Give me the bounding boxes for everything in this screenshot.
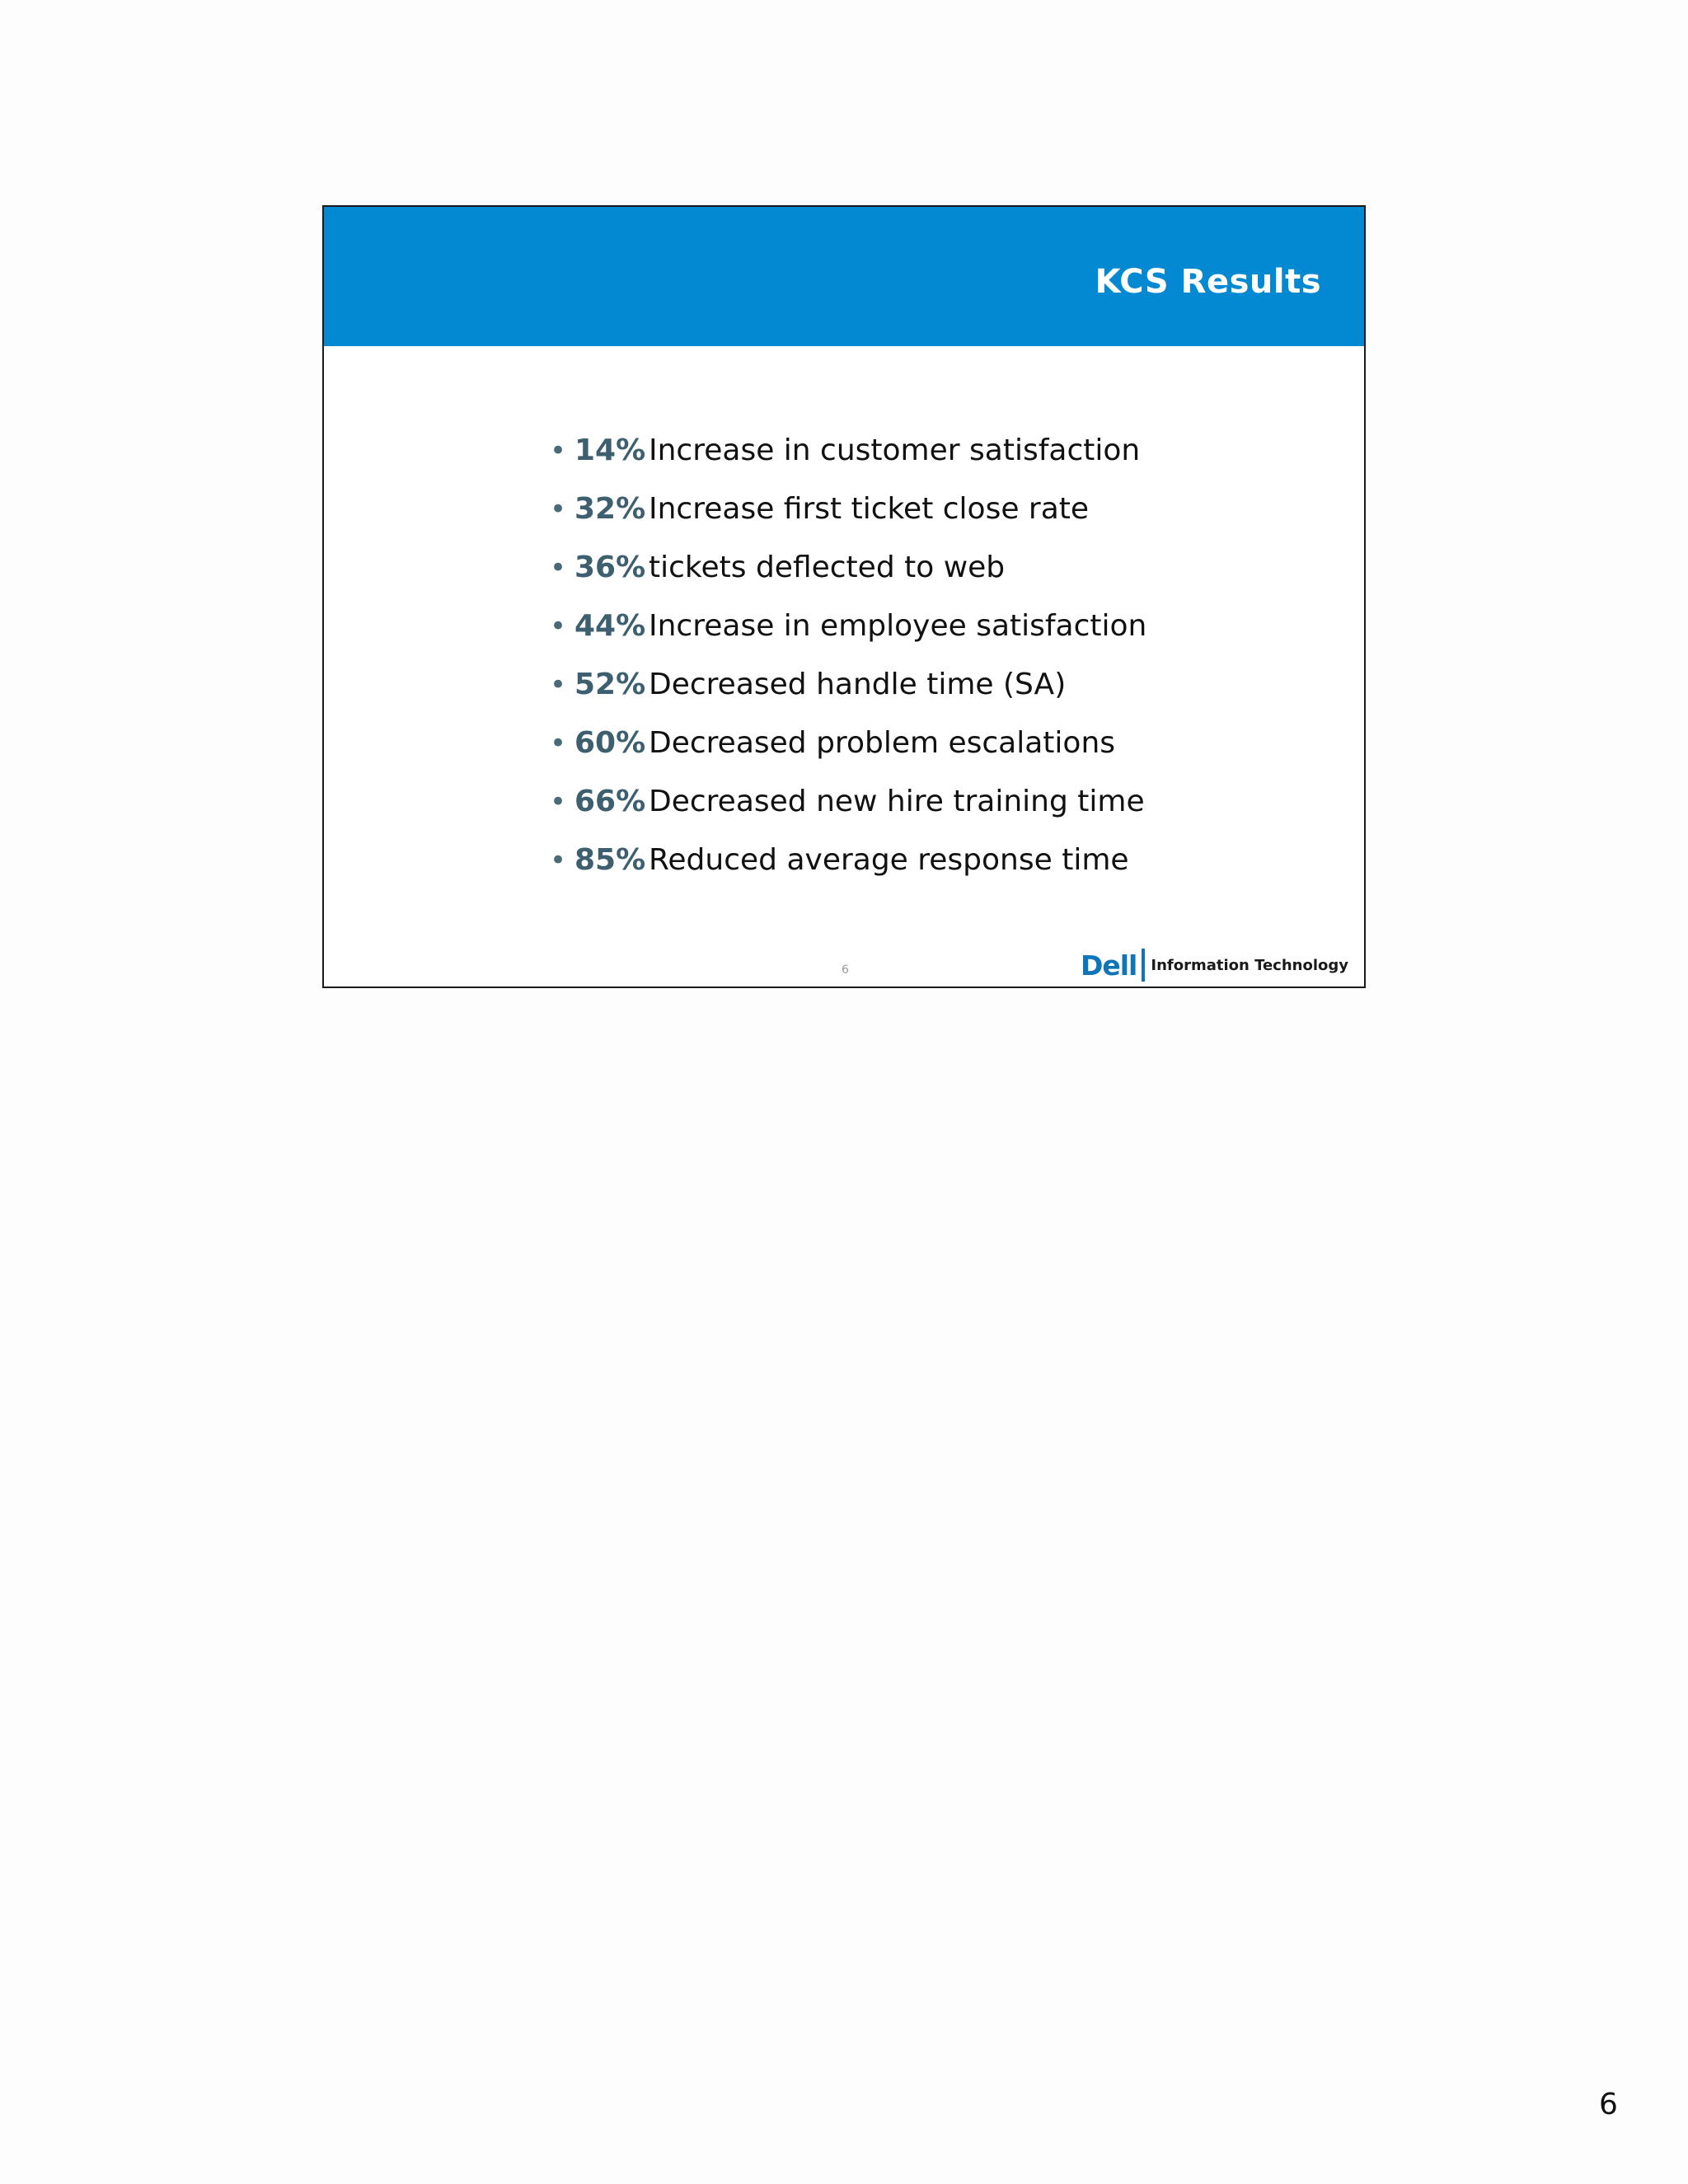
logo-brand: Dell bbox=[1080, 949, 1137, 982]
list-item bbox=[550, 843, 1146, 902]
list-item bbox=[550, 785, 1146, 843]
result-description: Decreased new hire training time bbox=[649, 785, 1145, 818]
slide-number: 6 bbox=[842, 963, 849, 977]
bullet-icon: • bbox=[550, 668, 567, 701]
page-number: 6 bbox=[1599, 2088, 1618, 2121]
list-item bbox=[550, 668, 1146, 726]
bullet-icon: • bbox=[550, 727, 567, 760]
list-item bbox=[550, 434, 1146, 492]
result-description: tickets deflected to web bbox=[649, 551, 1006, 584]
bullet-icon: • bbox=[550, 434, 567, 467]
logo-divider bbox=[1142, 949, 1145, 982]
result-percent: 60% bbox=[574, 726, 646, 760]
list-item bbox=[550, 726, 1146, 785]
bullet-icon: • bbox=[550, 493, 567, 526]
results-list bbox=[550, 434, 1146, 902]
result-percent: 52% bbox=[574, 668, 646, 701]
bullet-icon: • bbox=[550, 551, 567, 584]
bullet-icon: • bbox=[550, 844, 567, 877]
result-description: Reduced average response time bbox=[649, 843, 1129, 877]
result-description: Increase first ticket close rate bbox=[649, 492, 1090, 526]
result-description: Increase in customer satisfaction bbox=[649, 434, 1141, 467]
slide-title: KCS Results bbox=[1095, 263, 1321, 301]
list-item bbox=[550, 551, 1146, 609]
result-percent: 44% bbox=[574, 609, 646, 643]
result-percent: 85% bbox=[574, 843, 646, 877]
list-item bbox=[550, 609, 1146, 668]
result-description: Decreased problem escalations bbox=[649, 726, 1116, 760]
bullet-icon: • bbox=[550, 785, 567, 818]
logo-subtitle: Information Technology bbox=[1151, 956, 1348, 974]
list-item bbox=[550, 492, 1146, 551]
result-percent: 66% bbox=[574, 785, 646, 818]
slide-header bbox=[324, 207, 1364, 346]
slide bbox=[322, 205, 1366, 988]
result-description: Increase in employee satisfaction bbox=[649, 609, 1147, 643]
dell-logo bbox=[1081, 949, 1348, 982]
result-percent: 32% bbox=[574, 492, 646, 526]
result-description: Decreased handle time (SA) bbox=[649, 668, 1067, 701]
result-percent: 14% bbox=[574, 434, 646, 467]
result-percent: 36% bbox=[574, 551, 646, 584]
bullet-icon: • bbox=[550, 610, 567, 643]
